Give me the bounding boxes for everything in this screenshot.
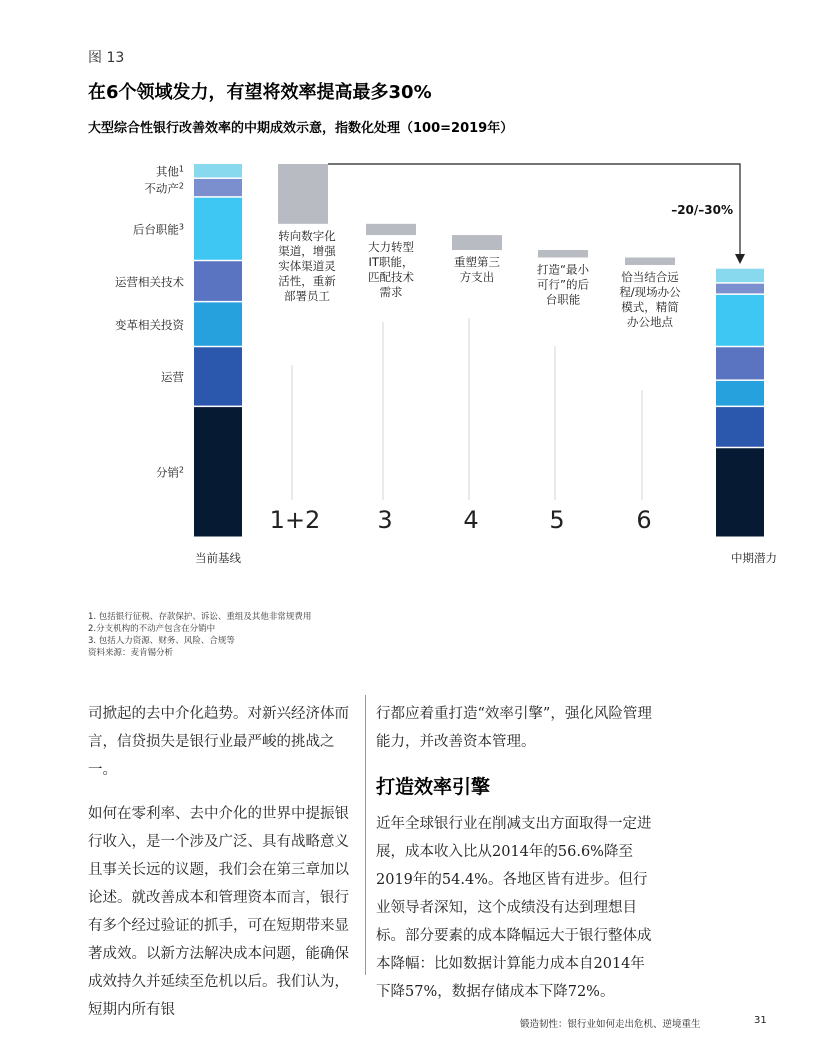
segment-label: 变革相关投资 bbox=[115, 317, 184, 332]
target-segment bbox=[716, 284, 764, 294]
figure-label: 图 13 bbox=[88, 50, 125, 66]
section-heading: 打造效率引擎 bbox=[376, 776, 491, 798]
footnotes bbox=[88, 611, 311, 659]
target-segment bbox=[716, 347, 764, 379]
segment-label: 运营相关技术 bbox=[115, 274, 184, 289]
step-description-line: 实体渠道灵 bbox=[278, 258, 336, 273]
segment-label: 不动产$^2$ bbox=[144, 181, 184, 196]
step-description-line: 台职能 bbox=[545, 292, 581, 307]
reduction-arrow-head bbox=[735, 254, 745, 264]
baseline-segment bbox=[194, 198, 242, 260]
page-number: 31 bbox=[754, 1015, 767, 1026]
step-description-line: 模式，精简 bbox=[621, 299, 679, 314]
step-number: 6 bbox=[636, 506, 652, 534]
step-description-line: 匹配技术 bbox=[368, 270, 414, 285]
step-number: 3 bbox=[377, 506, 393, 534]
baseline-segment bbox=[194, 302, 242, 345]
left-text-column bbox=[88, 700, 358, 1040]
target-segment bbox=[716, 381, 764, 406]
baseline-segment bbox=[194, 407, 242, 536]
target-segment bbox=[716, 295, 764, 346]
step-description-line: 渠道，增强 bbox=[278, 243, 336, 258]
baseline-segment bbox=[194, 347, 242, 405]
waterfall-step-bar bbox=[452, 235, 502, 250]
segment-label: 其他$^1$ bbox=[155, 164, 184, 179]
waterfall-step-bar bbox=[366, 224, 416, 235]
waterfall-step-bar bbox=[278, 164, 328, 224]
figure-title: 在6个领域发力，有望将效率提高最多30% bbox=[88, 82, 432, 103]
footnote: 3. 包括人力资源、财务、风险、合规等 bbox=[88, 636, 235, 646]
target-segment bbox=[716, 407, 764, 447]
paragraph: 行都应着重打造“效率引擎”，强化风险管理能力，并改善资本管理。 bbox=[376, 706, 652, 750]
step-description-line: 方支出 bbox=[459, 270, 495, 285]
step-description-line: 活性，重新 bbox=[278, 273, 336, 288]
waterfall-step-bar bbox=[625, 258, 675, 265]
footnote: 1. 包括银行征税、存款保护、诉讼、重组及其他非常规费用 bbox=[88, 612, 312, 622]
footnote: 2.分支机构的不动产包含在分销中 bbox=[88, 624, 216, 634]
target-segment bbox=[716, 448, 764, 536]
step-description-line: 可行”的后 bbox=[537, 277, 589, 292]
paragraph: 近年全球银行业在削减支出方面取得一定进展，成本收入比从2014年的56.6%降至2019年的54.4%。各地区皆有进步。但行业领导者深知，这个成绩没有达到理想目标。部分要素的成本降幅远大于银行整体成本降幅：比如数据计算能力成本自2014年下降57%，数据存储成本下降72%。 bbox=[376, 816, 652, 1000]
target-axis-label: 中期潜力 bbox=[731, 551, 777, 565]
baseline-segment bbox=[194, 261, 242, 301]
baseline-segment bbox=[194, 164, 242, 177]
step-description-line: 程/现场办公 bbox=[619, 284, 681, 299]
step-number: 4 bbox=[463, 506, 479, 534]
step-number: 5 bbox=[549, 506, 565, 534]
baseline-segment bbox=[194, 179, 242, 196]
paragraph: 司掀起的去中介化趋势。对新兴经济体而言，信贷损失是银行业最严峻的挑战之一。 bbox=[88, 706, 349, 778]
step-description-line: 打造“最小 bbox=[537, 262, 589, 277]
footer-title: 锻造韧性：银行业如何走出危机、逆境重生 bbox=[520, 1019, 701, 1030]
figure-subtitle: 大型综合性银行改善效率的中期成效示意，指数化处理（100=2019年） bbox=[88, 121, 514, 136]
waterfall-step-bar bbox=[538, 250, 588, 257]
step-description-line: 恰当结合远 bbox=[621, 269, 679, 284]
source-note: 资料来源：麦肯锡分析 bbox=[88, 648, 174, 658]
step-description-line: 部署员工 bbox=[284, 288, 330, 303]
reduction-annotation: –20/–30% bbox=[671, 203, 733, 217]
step-description-line: IT职能， bbox=[368, 255, 414, 270]
segment-label: 分销$^2$ bbox=[155, 465, 184, 480]
step-description-line: 办公地点 bbox=[627, 314, 673, 329]
step-description-line: 转向数字化 bbox=[278, 228, 336, 243]
step-description-line: 大力转型 bbox=[368, 240, 414, 255]
segment-label: 运营 bbox=[161, 370, 184, 385]
baseline-axis-label: 当前基线 bbox=[195, 551, 241, 565]
step-description-line: 需求 bbox=[379, 285, 403, 300]
segment-label: 后台职能$^3$ bbox=[132, 222, 184, 237]
step-description-line: 重塑第三 bbox=[454, 255, 500, 270]
target-segment bbox=[716, 269, 764, 282]
right-text-column bbox=[376, 700, 656, 1022]
step-number: 1+2 bbox=[269, 506, 321, 534]
column-divider bbox=[365, 695, 366, 975]
paragraph: 如何在零利率、去中介化的世界中提振银行收入，是一个涉及广泛、具有战略意义且事关长远的议题，我们会在第三章加以论述。就改善成本和管理资本而言，银行有多个经过验证的抓手，可在短期带来显著成效。以新方法解决成本问题，能确保成效持久并延续至危机以后。我们认为，短期内所有银 bbox=[88, 806, 349, 1018]
